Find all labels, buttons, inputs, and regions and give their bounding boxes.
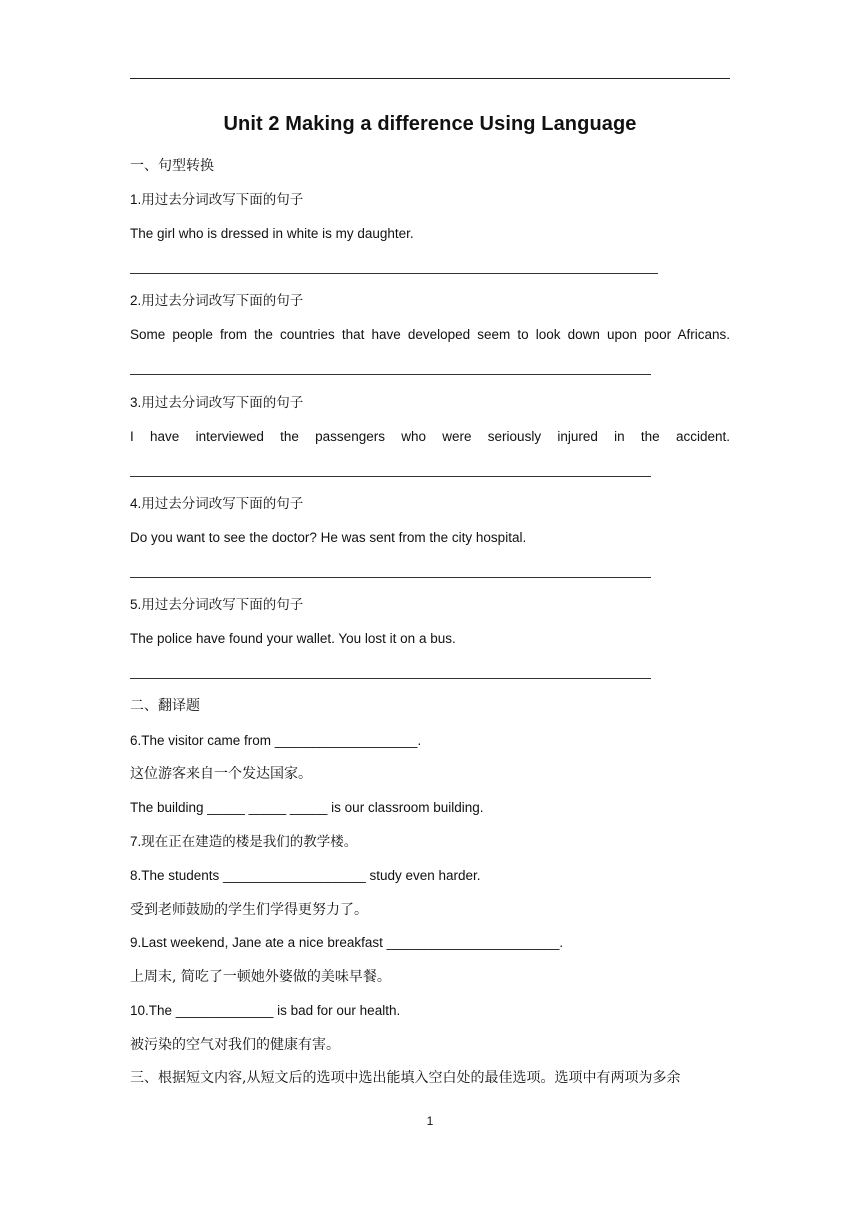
translation-line-3: The building _____ _____ _____ is our classroom building. xyxy=(130,800,484,815)
translation-line-10: 被污染的空气对我们的健康有害。 xyxy=(130,1037,340,1053)
question-1-sentence: The girl who is dressed in white is my daughter. xyxy=(130,226,414,241)
translation-line-7: 9.Last weekend, Jane ate a nice breakfast _______________________. xyxy=(130,935,564,950)
question-2-instruction: 2.用过去分词改写下面的句子 xyxy=(130,293,304,308)
document-title: Unit 2 Making a difference Using Language xyxy=(223,113,637,135)
section-heading-1: 一、句型转换 xyxy=(130,158,214,174)
question-2-sentence: Some people from the countries that have developed seem to look down upon poor Africans. xyxy=(130,327,730,342)
question-5-sentence: The police have found your wallet. You lost it on a bus. xyxy=(130,631,456,646)
question-4-instruction: 4.用过去分词改写下面的句子 xyxy=(130,496,304,511)
question-3-sentence: I have interviewed the passengers who were seriously injured in the accident. xyxy=(130,429,730,444)
answer-line-3 xyxy=(130,476,651,477)
translation-line-5: 8.The students ___________________ study even harder. xyxy=(130,868,481,883)
question-3-instruction: 3.用过去分词改写下面的句子 xyxy=(130,395,304,410)
answer-line-5 xyxy=(130,678,651,679)
section-heading-2: 二、翻译题 xyxy=(130,698,200,714)
translation-line-2: 这位游客来自一个发达国家。 xyxy=(130,766,312,782)
translation-line-4: 7.现在正在建造的楼是我们的教学楼。 xyxy=(130,834,358,849)
answer-line-2 xyxy=(130,374,651,375)
question-4-sentence: Do you want to see the doctor? He was sent from the city hospital. xyxy=(130,530,527,545)
translation-line-1: 6.The visitor came from ___________________. xyxy=(130,733,422,748)
header-rule xyxy=(130,78,730,79)
answer-line-4 xyxy=(130,577,651,578)
translation-line-8: 上周末, 简吃了一顿她外婆做的美味早餐。 xyxy=(130,969,391,985)
answer-line-1 xyxy=(130,273,658,274)
translation-line-6: 受到老师鼓励的学生们学得更努力了。 xyxy=(130,902,368,918)
question-1-instruction: 1.用过去分词改写下面的句子 xyxy=(130,192,304,207)
translation-line-9: 10.The _____________ is bad for our health. xyxy=(130,1003,401,1018)
question-5-instruction: 5.用过去分词改写下面的句子 xyxy=(130,597,304,612)
section-heading-3: 三、根据短文内容,从短文后的选项中选出能填入空白处的最佳选项。选项中有两项为多余 xyxy=(130,1070,681,1086)
page-number: 1 xyxy=(426,1114,434,1128)
